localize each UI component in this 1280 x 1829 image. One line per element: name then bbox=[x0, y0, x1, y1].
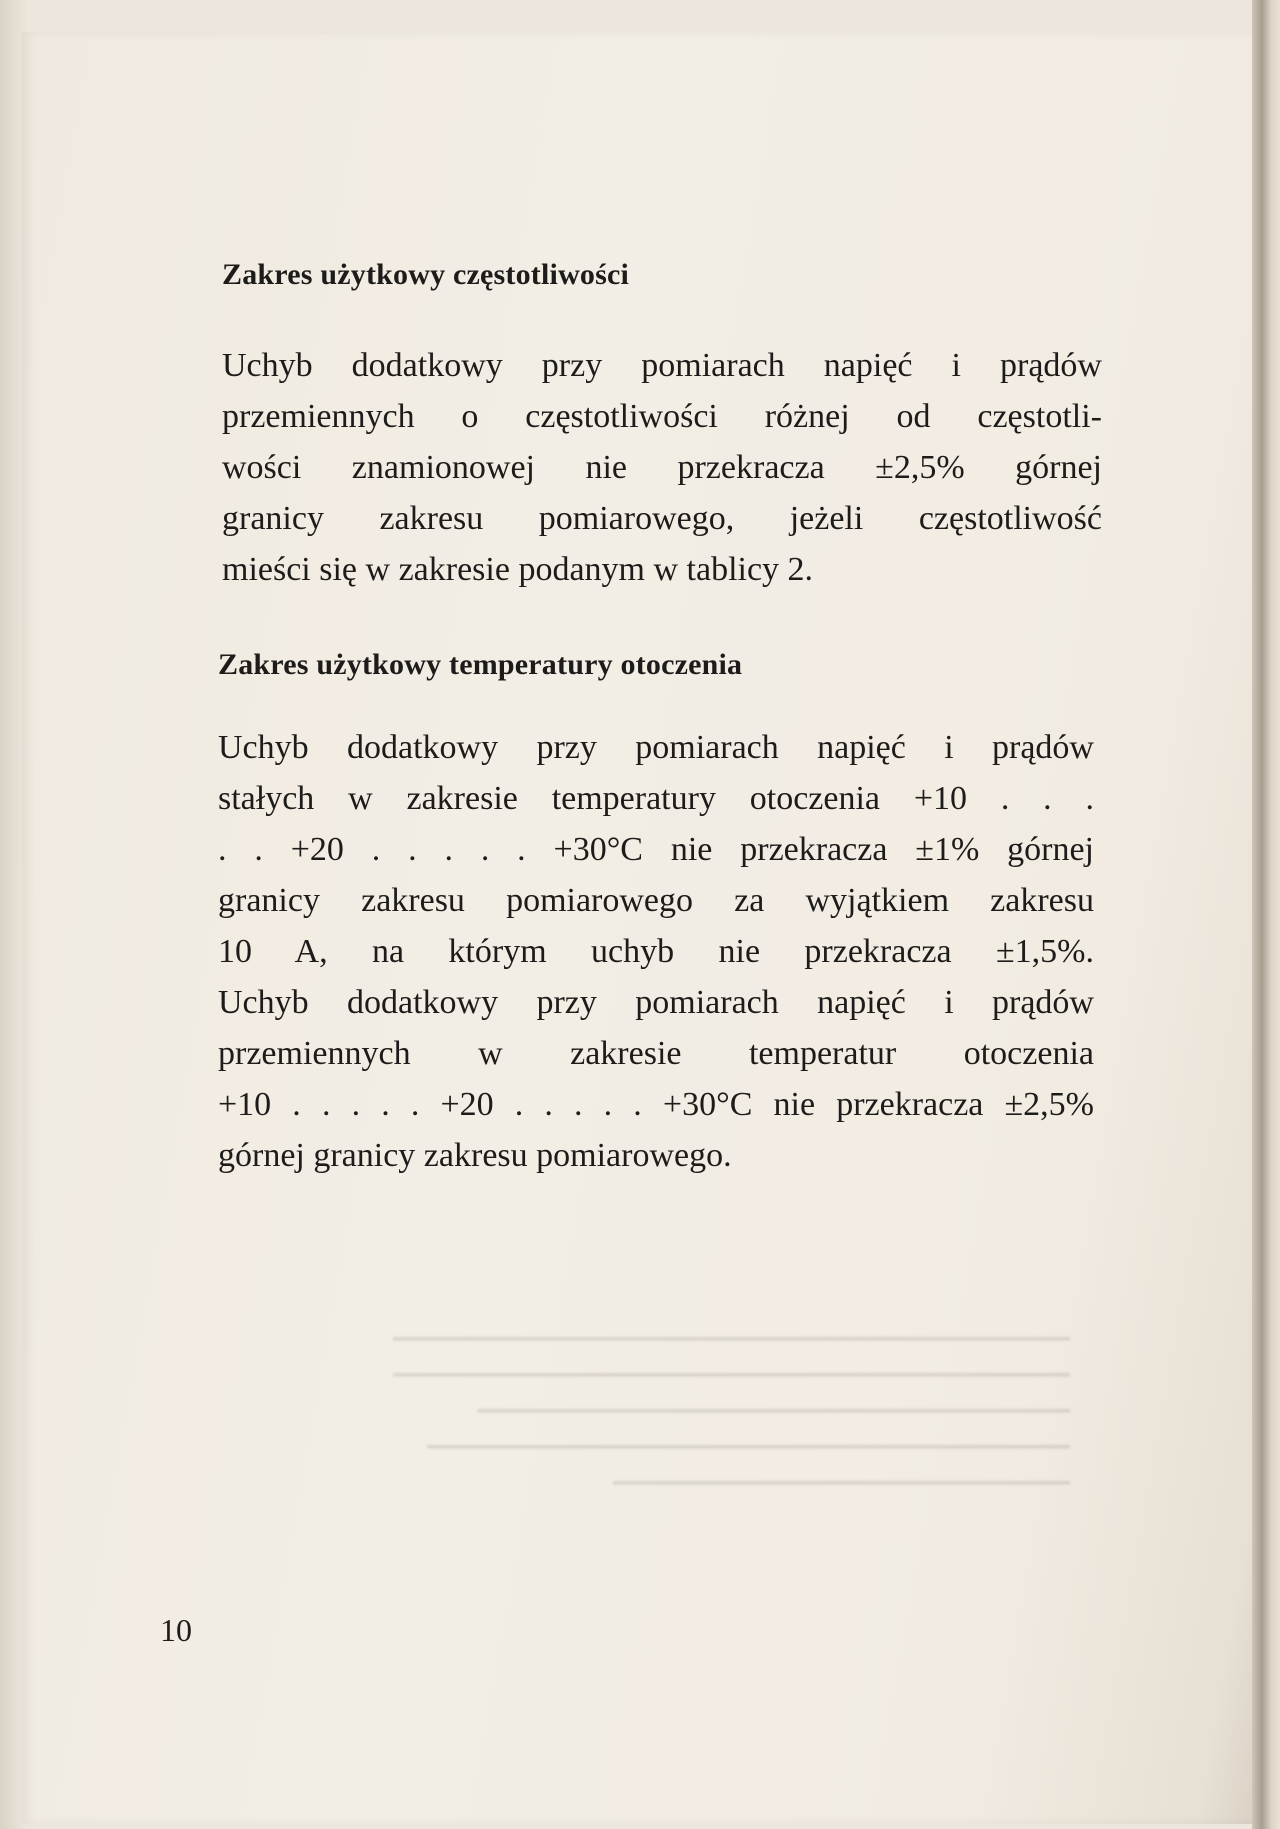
paragraph-temperature bbox=[218, 722, 1094, 1181]
text-line: 10 A, na którym uchyb nie przekracza ±1,5%. bbox=[218, 933, 1094, 970]
text-line: przemiennych w zakresie temperatur otoczenia bbox=[218, 1035, 1094, 1072]
text-line: +10 . . . . . +20 . . . . . +30°C nie przekracza ±2,5% bbox=[218, 1086, 1094, 1123]
text-line: wości znamionowej nie przekracza ±2,5% górnej bbox=[222, 449, 1102, 486]
text-line: mieści się w zakresie podanym w tablicy 2. bbox=[222, 551, 814, 588]
paragraph-frequency bbox=[222, 340, 1102, 595]
page-number: 10 bbox=[160, 1612, 192, 1648]
text-line: stałych w zakresie temperatury otoczenia +10 . . . bbox=[218, 780, 1094, 817]
text-line: Uchyb dodatkowy przy pomiarach napięć i prądów bbox=[218, 984, 1094, 1021]
section-heading-temperature: Zakres użytkowy temperatury otoczenia bbox=[218, 648, 743, 681]
text-line: . . +20 . . . . . +30°C nie przekracza ±1% górnej bbox=[218, 831, 1094, 868]
show-through-text: ▁▁▁▁▁▁▁▁▁▁▁▁▁▁▁▁▁▁▁▁▁▁▁▁▁▁▁▁▁▁▁▁▁▁▁▁▁▁▁▁ ▁▁▁▁▁▁▁▁▁▁▁▁▁▁▁▁▁▁▁▁▁▁▁▁▁▁▁▁▁▁▁▁▁▁▁▁▁▁▁▁ ▁▁▁▁▁▁▁▁▁▁▁▁▁▁▁▁▁▁▁▁▁▁▁▁▁▁▁▁▁▁▁▁▁▁▁ ▁▁▁▁▁▁▁▁▁▁▁▁▁▁▁▁▁▁▁▁▁▁▁▁▁▁▁▁▁▁▁▁▁▁▁▁▁▁ ▁▁▁▁▁▁▁▁▁▁▁▁▁▁▁▁▁▁▁▁▁▁▁▁▁▁▁ bbox=[393, 1315, 1070, 1484]
text-line: Uchyb dodatkowy przy pomiarach napięć i prądów bbox=[222, 347, 1102, 384]
text-line: granicy zakresu pomiarowego, jeżeli częstotliwość bbox=[222, 500, 1102, 537]
text-line: górnej granicy zakresu pomiarowego. bbox=[218, 1137, 732, 1174]
text-line: Uchyb dodatkowy przy pomiarach napięć i prądów bbox=[218, 729, 1094, 766]
text-line: granicy zakresu pomiarowego za wyjątkiem zakresu bbox=[218, 882, 1094, 919]
section-heading-frequency: Zakres użytkowy częstotliwości bbox=[222, 258, 630, 291]
text-line: przemiennych o częstotliwości różnej od częstotli- bbox=[222, 398, 1102, 435]
